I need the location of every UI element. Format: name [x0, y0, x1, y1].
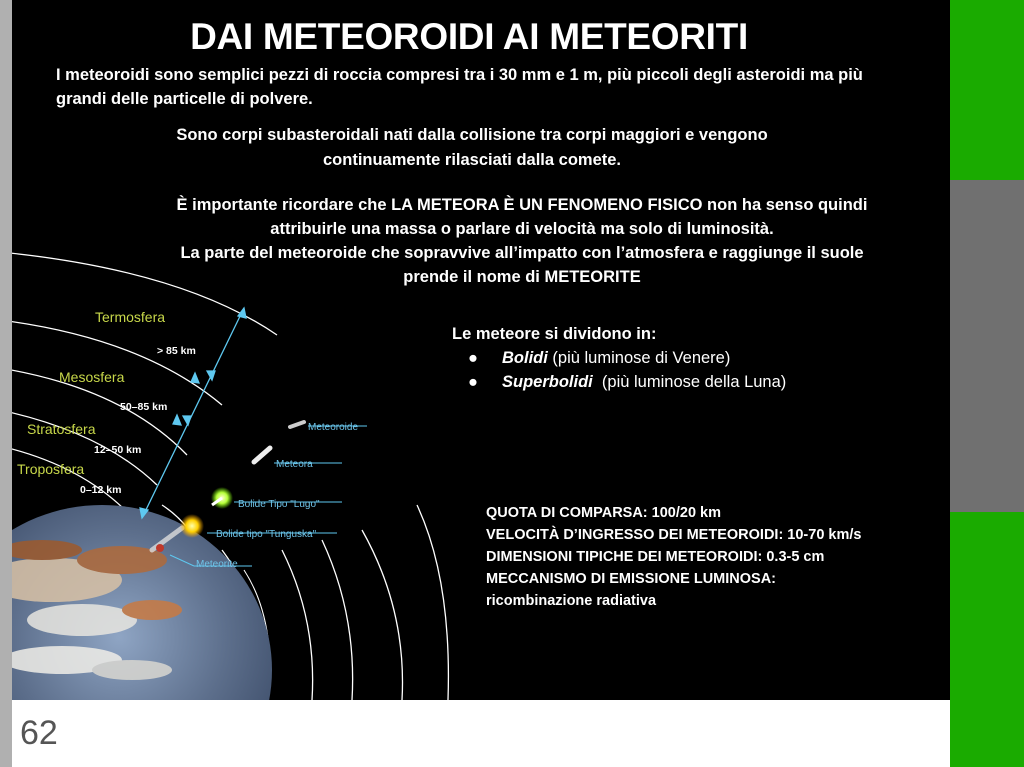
stat-line: DIMENSIONI TIPICHE DEI METEOROIDI: 0.3-5 cm: [486, 549, 825, 565]
layer-troposfera: Troposfera: [17, 461, 85, 477]
right-accent-bottom: [950, 512, 1024, 767]
layer-termosfera: Termosfera: [95, 309, 166, 325]
paragraph-meteora-line2: La parte del meteoroide che sopravvive all’impatto con l’atmosfera e raggiunge il suole prende il nome di METEORITE: [180, 244, 864, 286]
label-bolide-tunguska: Bolide tipo "Tunguska": [216, 529, 317, 540]
layer-stratosfera: Stratosfera: [27, 421, 96, 437]
label-meteora: Meteora: [276, 459, 313, 470]
list-intro: Le meteore si dividono in:: [452, 325, 657, 343]
range-stratosfera: 12–50 km: [94, 444, 142, 456]
label-meteoroide: Meteoroide: [308, 422, 359, 433]
layer-mesosfera: Mesosfera: [59, 369, 125, 385]
list-item-term: Superbolidi: [502, 373, 593, 391]
bullet-icon: ●: [468, 349, 478, 367]
left-side-bar: [0, 0, 12, 767]
list-item-term: Bolidi: [502, 349, 548, 367]
slide-footer: [12, 700, 950, 767]
meteor-stats: [486, 502, 861, 612]
list-item: [452, 370, 786, 394]
label-meteorite: Meteorite: [196, 559, 238, 570]
range-troposfera: 0–12 km: [80, 484, 122, 496]
atmosphere-diagram: [12, 250, 492, 700]
range-mesosfera: 50–85 km: [120, 401, 168, 413]
stat-line: VELOCITÀ D’INGRESSO DEI METEOROIDI: 10-70 km/s: [486, 527, 862, 543]
meteor-types-list: [452, 322, 786, 394]
list-item-desc: (più luminose della Luna): [592, 373, 787, 391]
right-accent-middle: [950, 180, 1024, 512]
stat-line: ricombinazione radiativa: [486, 593, 657, 609]
paragraph-meteora: [172, 193, 872, 289]
stat-line: QUOTA DI COMPARSA: 100/20 km: [486, 505, 722, 521]
list-item-desc: (più luminose di Venere): [547, 349, 731, 367]
right-accent-top: [950, 0, 1024, 180]
bullet-icon: ●: [468, 373, 478, 391]
page-number: 62: [20, 714, 58, 752]
altitude-arrow: [140, 308, 246, 518]
slide-title: DAI METEOROIDI AI METEORITI: [190, 16, 748, 57]
label-bolide-lugo: Bolide Tipo "Lugo": [238, 499, 320, 510]
range-termosfera: > 85 km: [157, 345, 196, 357]
paragraph-meteora-line1: È importante ricordare che LA METEORA È UN FENOMENO FISICO non ha senso quindi attribuirle una massa o parlare di velocità ma solo di luminosità.: [176, 196, 868, 238]
list-item: [452, 346, 786, 370]
stat-line: MECCANISMO DI EMISSIONE LUMINOSA:: [486, 571, 777, 587]
slide-content: [12, 0, 950, 700]
paragraph-definition: I meteoroidi sono semplici pezzi di roccia compresi tra i 30 mm e 1 m, più piccoli degli asteroidi ma più grandi delle particelle di polvere.: [56, 66, 863, 108]
paragraph-origin: Sono corpi subasteroidali nati dalla collisione tra corpi maggiori e vengono continuamente rilasciati dalla comete.: [176, 126, 768, 169]
